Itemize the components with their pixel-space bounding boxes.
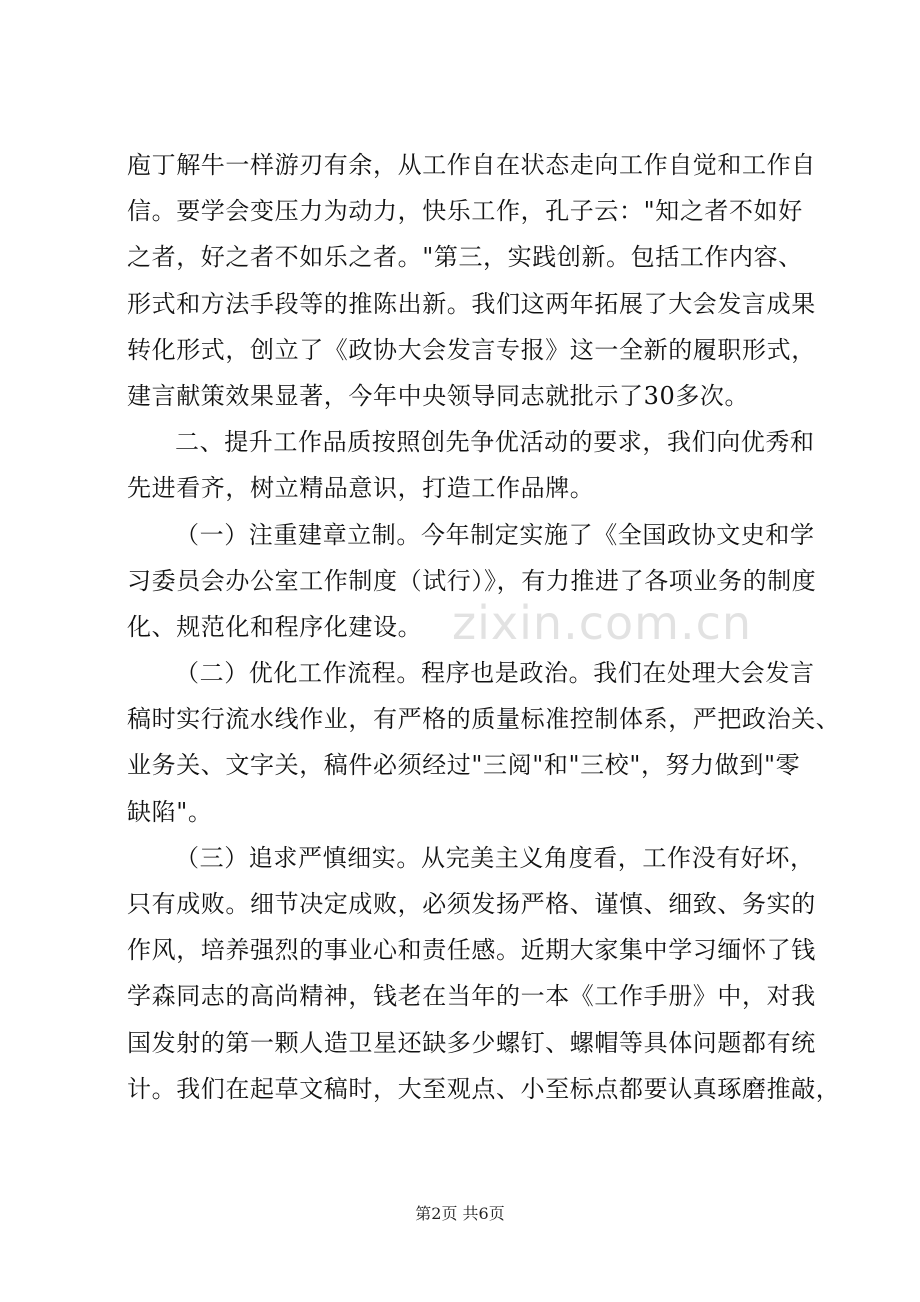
text-line: 形式和方法手段等的推陈出新。我们这两年拓展了大会发言成果 (127, 289, 816, 318)
text-line: 国发射的第一颗人造卫星还缺多少螺钉、螺帽等具体问题都有统 (127, 1028, 816, 1057)
paragraph-start-line: （二）优化工作流程。程序也是政治。我们在处理大会发言 (175, 659, 815, 688)
text-line: 先进看齐，树立精品意识，打造工作品牌。 (127, 474, 595, 503)
text-line: 只有成败。细节决定成败，必须发扬严格、谨慎、细致、务实的 (127, 890, 816, 918)
text-line: 建言献策效果显著，今年中央领导同志就批示了30多次。 (127, 381, 750, 410)
text-line: 信。要学会变压力为动力，快乐工作，孔子云："知之者不如好 (127, 197, 803, 226)
text-line: 业务关、文字关，稿件必须经过"三阅"和"三校"，努力做到"零 (127, 751, 801, 780)
watermark: zixin.com.cn (452, 596, 753, 650)
paragraph-start-line: （三）追求严慎细实。从完美主义角度看，工作没有好坏， (175, 843, 815, 872)
text-line: 学森同志的高尚精神，钱老在当年的一本《工作手册》中，对我 (127, 982, 816, 1011)
text-line: 计。我们在起草文稿时，大至观点、小至标点都要认真琢磨推敲， (127, 1074, 841, 1103)
text-line: 化、规范化和程序化建设。 (127, 612, 423, 641)
paragraph-start-line: （一）注重建章立制。今年制定实施了《全国政协文史和学 (175, 520, 815, 549)
text-line: 稿时实行流水线作业，有严格的质量标准控制体系，严把政治关、 (127, 705, 841, 734)
text-line: 习委员会办公室工作制度（试行）》，有力推进了各项业务的制度 (127, 566, 817, 595)
text-line: 缺陷"。 (127, 797, 213, 826)
text-line: 之者，好之者不如乐之者。"第三，实践创新。包括工作内容、 (127, 243, 803, 272)
text-line: 转化形式，创立了《政协大会发言专报》这一全新的履职形式， (127, 335, 816, 364)
page-footer: 第2页 共6页 (415, 1204, 505, 1223)
text-line: 庖丁解牛一样游刃有余，从工作自在状态走向工作自觉和工作自 (127, 151, 816, 179)
paragraph-start-line: 二、提升工作品质按照创先争优活动的要求，我们向优秀和 (175, 428, 815, 457)
text-line: 作风，培养强烈的事业心和责任感。近期大家集中学习缅怀了钱 (127, 936, 816, 965)
